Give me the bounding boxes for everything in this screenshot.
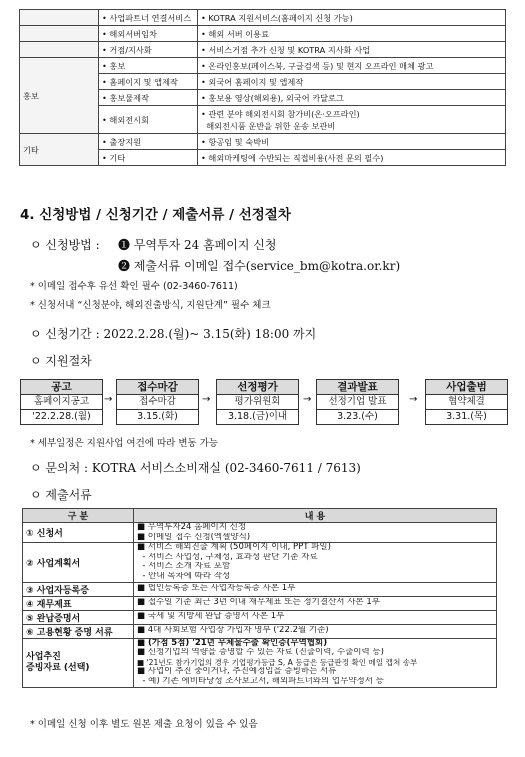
- table-row: [23, 543, 497, 582]
- table-row: [20, 134, 506, 150]
- doc-label: ① 신청서: [23, 523, 134, 543]
- description-line: • 관련 분야 해외전시회 참가비(온·오프라인): [201, 108, 360, 119]
- category-cell: [20, 26, 99, 42]
- doc-label: ⑤ 완납증명서: [23, 610, 134, 624]
- stage-row: 3.31.(목): [425, 410, 508, 425]
- doc-items: [134, 638, 497, 687]
- table-row: [23, 638, 497, 687]
- stage-row: '22.2.28.(월): [20, 410, 103, 425]
- required-documents-table: [22, 508, 497, 688]
- doc-items: [134, 523, 497, 543]
- table-row: [20, 42, 506, 58]
- table-row: [20, 26, 506, 42]
- subcategory-cell: • 해외서버임차: [99, 26, 198, 42]
- stage-row: 협약체결: [425, 395, 508, 410]
- column-header: 구 분: [23, 509, 134, 523]
- doc-item: ■ (가점 5점) '21년 무체물수출 확인증(무역협회): [137, 638, 328, 648]
- category-cell: [20, 10, 99, 26]
- doc-item: ■ 접수일 기준 최근 3년 이내 재무제표 또는 정기결산서 사본 1부: [137, 598, 380, 608]
- stage-row: 3.18.(금)이내: [216, 410, 299, 425]
- doc-item: ■ 신청기업의 역량을 증명할 수 있는 자료 (진출이력, 수출이력 등): [137, 648, 384, 658]
- category-cell-etc: 기타: [20, 134, 99, 166]
- section-title: 4. 신청방법 / 신청기간 / 제출서류 / 선정절차: [20, 207, 291, 223]
- stage-head: 공고: [20, 379, 103, 395]
- stage-row: 3.23.(수): [316, 410, 399, 425]
- subcategory-cell: • 홍보: [99, 58, 198, 74]
- arrow-icon: →: [409, 394, 418, 405]
- note-phone-confirm: * 이메일 접수후 유선 확인 필수 (02-3460-7611): [30, 281, 238, 292]
- stage-head: 결과발표: [316, 379, 399, 395]
- description-cell: • 홍보용 영상(해외용), 외국어 카달로그: [198, 90, 506, 106]
- doc-item: - 서비스 소개 자료 포함: [137, 562, 231, 572]
- table-header-row: [23, 509, 497, 523]
- stage-deadline: [116, 379, 199, 425]
- doc-item: - 예) 기존 에비타당성 조사보고서, 해외파트너와의 업무약정서 등: [137, 676, 384, 686]
- subcategory-cell: • 기타: [99, 150, 198, 166]
- table-row: [20, 10, 506, 26]
- subcategory-cell: • 해외전시회: [99, 106, 198, 134]
- method-label: ㅇ 신청방법 :: [30, 238, 100, 252]
- arrow-icon: →: [202, 394, 211, 405]
- category-cell: [20, 42, 99, 58]
- column-header: 내 용: [134, 509, 497, 523]
- category-cell-promotion: 홍보: [20, 58, 99, 134]
- stage-evaluation: [216, 379, 299, 425]
- doc-items: [134, 543, 497, 582]
- description-cell: • KOTRA 지원서비스(홈페이지 신청 가능): [198, 10, 506, 26]
- table-row: [23, 610, 497, 624]
- description-line: 해외전시품 운반을 위한 운송 보관비: [201, 120, 336, 131]
- stage-row: 홈페이지공고: [20, 395, 103, 410]
- subcategory-cell: • 사업파트너 연결서비스: [99, 10, 198, 26]
- note-required-check: * 신청서내 “신청분야, 해외진출방식, 지원단계” 필수 체크: [30, 300, 271, 311]
- table-row: [23, 624, 497, 638]
- subcategory-cell: • 출장지원: [99, 134, 198, 150]
- description-cell: • 서비스거점 추가 신청 및 KOTRA 지사화 사업: [198, 42, 506, 58]
- stage-head: 선정평가: [216, 379, 299, 395]
- method-item-1: ❶ 무역투자 24 홈페이지 신청: [118, 238, 277, 252]
- stage-row: 평가위원회: [216, 395, 299, 410]
- description-cell: [198, 106, 506, 134]
- doc-item: ■ 무역투자24 홈페이지 신청: [137, 523, 247, 532]
- table-row: [23, 582, 497, 596]
- doc-label: ② 사업계획서: [23, 543, 134, 582]
- procedure-label: ㅇ 지원절차: [30, 354, 92, 368]
- doc-items: [134, 610, 497, 624]
- description-cell: • 항공임 및 숙박비: [198, 134, 506, 150]
- doc-item: ■ '21년도 참가기업의 경우 기업평가등급 S, A 등급은 등급판정 확인 메일 캡쳐 송부: [137, 657, 418, 667]
- doc-items: [134, 582, 497, 596]
- stage-row: 선정기업 발표: [316, 395, 399, 410]
- doc-item: ■ 국세 및 지방세 완납 증명서 사본 1부: [137, 612, 285, 622]
- contact-info: ㅇ 문의처 : KOTRA 서비스소비재실 (02-3460-7611 / 7613): [30, 461, 361, 475]
- subcategory-cell: • 홍보물제작: [99, 90, 198, 106]
- doc-item: ■ 법인등록증 또는 사업자등록증 사본 1부: [137, 584, 296, 594]
- doc-item: ■ 4대 사회보험 사업장 가입자 명부 ('22.2월 기준): [137, 626, 329, 636]
- stage-launch: [425, 379, 508, 425]
- description-cell: • 해외 서버 이용료: [198, 26, 506, 42]
- subcategory-cell: • 홈페이지 및 앱제작: [99, 74, 198, 90]
- stage-head: 접수마감: [116, 379, 199, 395]
- stage-announcement: [20, 379, 103, 425]
- doc-item: ■ 서비스 해외진출 계획 (50페이지 이내, PPT 파일): [137, 543, 331, 553]
- doc-item: - 안내 목차에 따라 작성: [137, 571, 231, 581]
- method-item-2: ❷ 제출서류 이메일 접수(service_bm@kotra.or.kr): [118, 259, 401, 273]
- description-cell: • 해외마케팅에 수반되는 직접비용(사전 문의 필수): [198, 150, 506, 166]
- docs-label: ㅇ 제출서류: [30, 488, 92, 502]
- subcategory-cell: • 거점/지사화: [99, 42, 198, 58]
- doc-items: [134, 596, 497, 610]
- doc-label: ④ 재무제표: [23, 596, 134, 610]
- footer-note: * 이메일 신청 이후 별도 원본 제출 요청이 있을 수 있음: [30, 719, 258, 730]
- stage-row: 3.15.(화): [116, 410, 199, 425]
- arrow-icon: →: [303, 394, 312, 405]
- doc-item: - 서비스 사업성, 구체성, 효과성 판단 기준 자료: [137, 552, 318, 562]
- description-cell: • 외국어 홈페이지 및 앱제작: [198, 74, 506, 90]
- doc-item: ■ 사업이 추진 중이거나, 추진예정임을 증빙하는 서류: [137, 667, 337, 677]
- doc-label: ⑥ 고용현황 증명 서류: [23, 624, 134, 638]
- doc-items: [134, 624, 497, 638]
- stage-row: 접수마감: [116, 395, 199, 410]
- table-row: [20, 58, 506, 74]
- stage-head: 사업출범: [425, 379, 508, 395]
- table-row: [23, 523, 497, 543]
- table-row: [23, 596, 497, 610]
- marketing-support-table: [19, 9, 506, 166]
- stage-result: [316, 379, 399, 425]
- description-cell: • 온라인홍보(페이스북, 구글검색 등) 및 현지 오프라인 매체 광고: [198, 58, 506, 74]
- note-schedule-change: * 세부일정은 지원사업 여건에 따라 변동 가능: [30, 438, 219, 449]
- doc-label: 사업추진 증빙자료 (선택): [23, 638, 134, 687]
- application-period: ㅇ 신청기간 : 2022.2.28.(월)~ 3.15(화) 18:00 까지: [30, 327, 317, 341]
- doc-label: ③ 사업자등록증: [23, 582, 134, 596]
- arrow-icon: →: [104, 394, 113, 405]
- doc-item: ■ 이메일 접수 신청(엑셀양식): [137, 532, 251, 542]
